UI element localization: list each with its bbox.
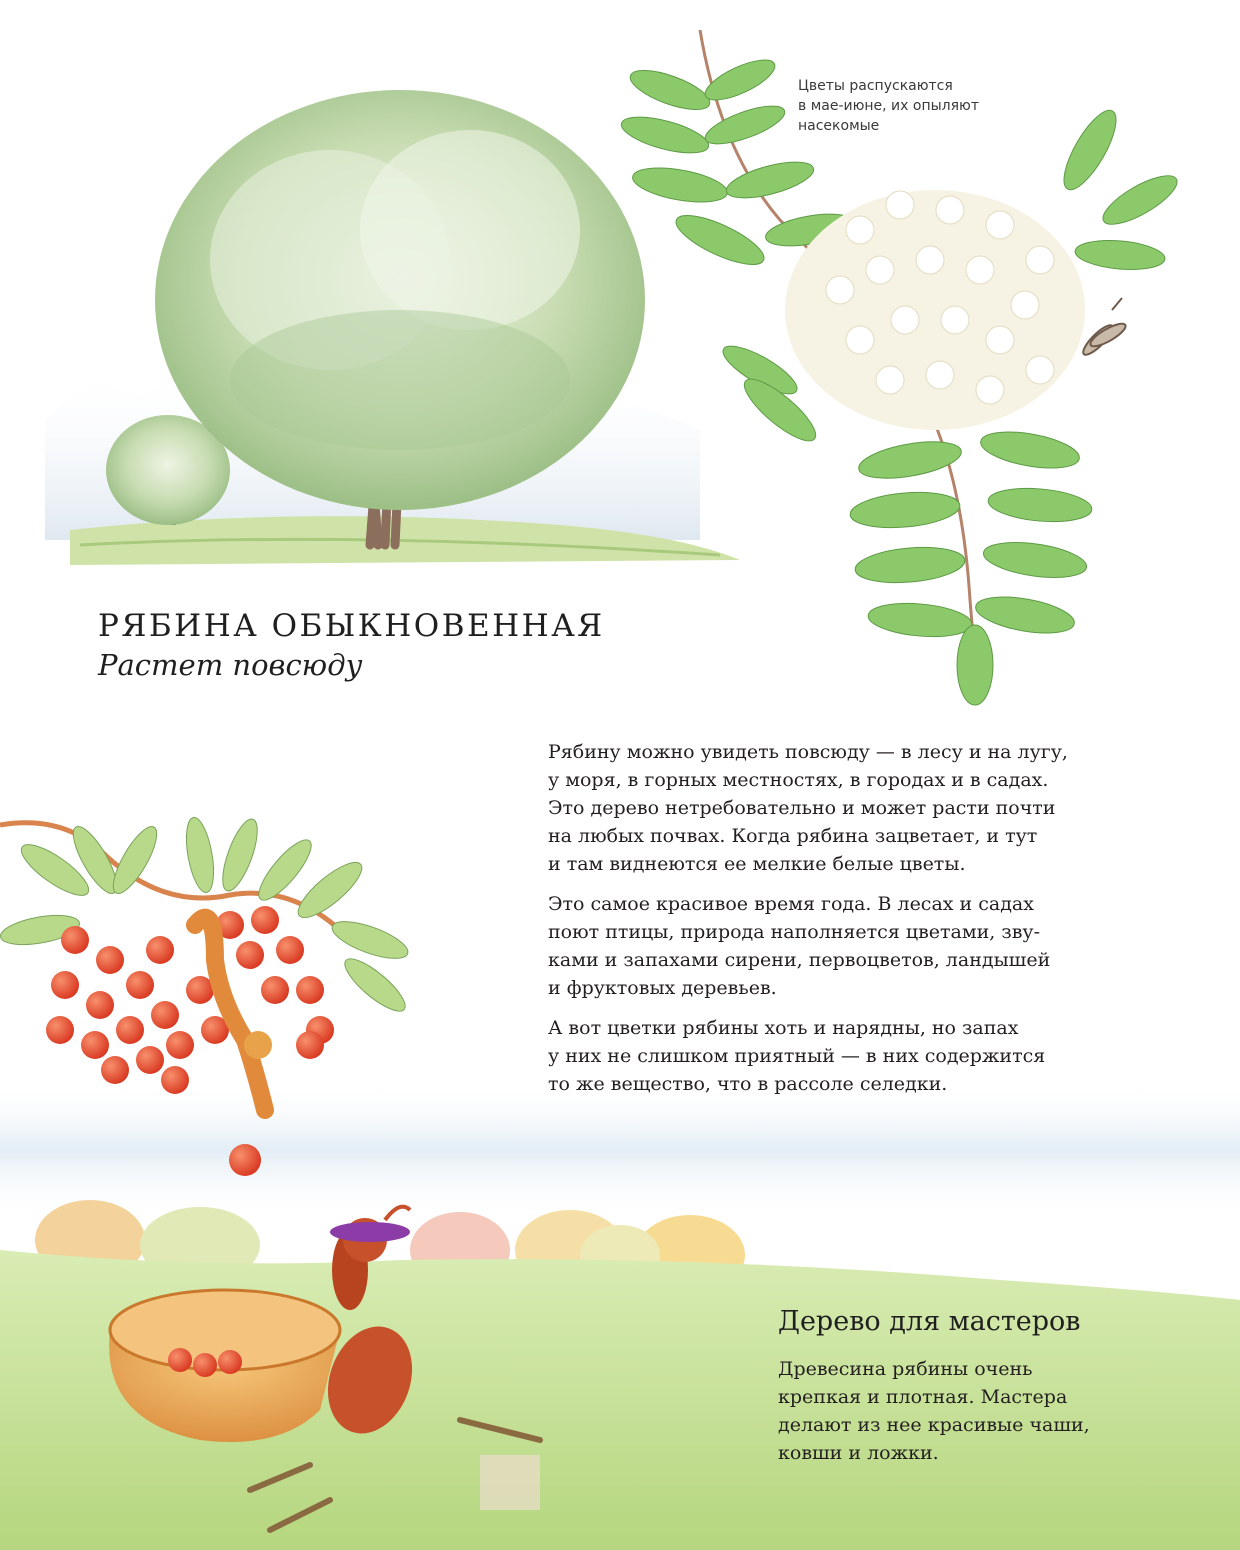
text-line: и фруктовых деревьев. xyxy=(548,977,777,999)
text-line: делают из нее красивые чаши, xyxy=(778,1414,1090,1436)
text-line: и там виднеются ее мелкие белые цветы. xyxy=(548,853,966,875)
page-title: РЯБИНА ОБЫКНОВЕННАЯ xyxy=(98,608,605,644)
text-line: поют птицы, природа наполняется цветами, зву- xyxy=(548,921,1041,943)
main-text xyxy=(548,738,1188,1110)
text-line: крепкая и плотная. Мастера xyxy=(778,1386,1068,1408)
paragraph xyxy=(548,1014,1188,1098)
text-line: А вот цветки рябины хоть и нарядны, но запах xyxy=(548,1017,1019,1039)
section-title: Дерево для мастеров xyxy=(778,1306,1081,1337)
text-line: у них не слишком приятный — в них содержится xyxy=(548,1045,1046,1067)
page-subtitle: Растет повсюду xyxy=(98,648,363,682)
rowan-tree-landscape xyxy=(45,90,740,565)
paragraph xyxy=(548,738,1188,878)
caption-line: насекомые xyxy=(798,118,880,134)
text-line: то же вещество, что в рассоле селедки. xyxy=(548,1073,948,1095)
moth-icon xyxy=(1080,298,1129,358)
text-line: Это дерево нетребовательно и может расти почти xyxy=(548,797,1056,819)
text-line: Древесина рябины очень xyxy=(778,1358,1033,1380)
caption-line: в мае-июне, их опыляют xyxy=(798,98,979,114)
text-line: на любых почвах. Когда рябина зацветает, и тут xyxy=(548,825,1038,847)
flowers-caption xyxy=(798,76,1038,136)
text-line: ками и запахами сирени, первоцветов, ландышей xyxy=(548,949,1051,971)
text-line: ковши и ложки. xyxy=(778,1442,939,1464)
section-text xyxy=(778,1355,1090,1467)
text-line: Рябину можно увидеть повсюду — в лесу и на лугу, xyxy=(548,741,1068,763)
caption-line: Цветы распускаются xyxy=(798,78,953,94)
paragraph xyxy=(548,890,1188,1002)
text-line: Это самое красивое время года. В лесах и садах xyxy=(548,893,1034,915)
text-line: у моря, в горных местностях, в городах и в садах. xyxy=(548,769,1049,791)
